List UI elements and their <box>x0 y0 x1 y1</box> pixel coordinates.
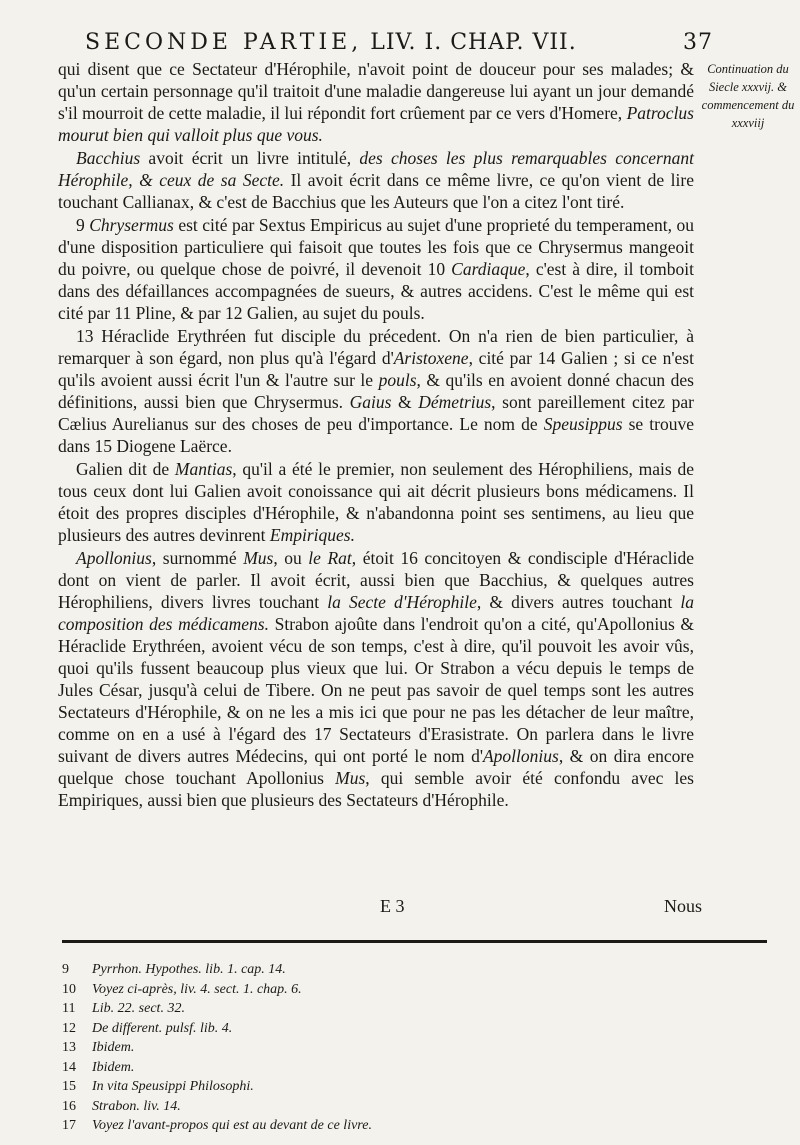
italic-run: Speusippus <box>543 414 623 434</box>
text-run: 13 Héraclide Erythréen fut disciple du précedent. On n'a rien de bien particulier, à remarquer à son égard, non plus qu'à l'égard d' <box>58 326 694 368</box>
text-run: 9 <box>76 215 90 235</box>
paragraph-1 <box>58 58 694 146</box>
text-run: , & qu'ils en avoient donné chacun des définitions, aussi bien que Chrysermus. <box>58 370 694 412</box>
italic-run: Mus <box>335 768 366 788</box>
text-run: avoit écrit un livre intitulé, <box>140 148 360 168</box>
text-run: , qu'il a été le premier, non seulement des Hérophiliens, mais de tous ceux dont lui Galien avoit conoissance qui ait décrit plusieurs bons médicamens. Il étoit des propres disciples d'Hérophile, & n'abandonna point ses sentimens, au lieu que plusieurs des autres devinrent <box>58 459 694 545</box>
text-run: Il avoit écrit dans ce même livre, ce qu'on vient de lire touchant Callianax, & c'est de Bacchius que les Auteurs que l'on a citez l'ont tiré. <box>58 170 694 212</box>
text-run: qui disent que ce Sectateur d'Hérophile, n'avoit point de douceur pour ses malades; & qu'un certain personnage qu'il traitoit d'une maladie dangereuse lui ayant un jour demandé s'il mourroit de cette maladie, il lui répondit fort crûement par ce vers d'Homere, <box>58 59 694 123</box>
italic-run: le Rat <box>308 548 352 568</box>
italic-run: la Secte d'Hérophile <box>327 592 477 612</box>
footnote: 17 Voyez l'avant-propos qui est au devant de ce livre. <box>62 1118 372 1133</box>
running-header <box>85 30 713 55</box>
paragraph-5 <box>58 458 694 546</box>
page-number: 37 <box>683 30 713 55</box>
text-run: , & divers autres touchant <box>476 592 681 612</box>
paragraph-3 <box>58 214 694 324</box>
footnote: 9 Pyrrhon. Hypothes. lib. 1. cap. 14. <box>62 962 286 977</box>
margin-note: Continuation du Siecle xxxvij. & commencement du xxxviij <box>701 62 795 130</box>
italic-run: Cardiaque <box>451 259 526 279</box>
italic-run: Apollonius <box>482 746 559 766</box>
italic-run: Empiriques. <box>269 525 355 545</box>
text-run: Galien dit de <box>76 459 175 479</box>
text-run: est cité par Sextus Empiricus au sujet d'une proprieté du temperament, ou d'une disposition particuliere qui faisoit que toutes les fois que ce Chrysermus mangeoit du poivre, ou quelque chose de poivré, il devenoit 10 <box>58 215 694 279</box>
header-part-title: SECONDE PARTIE, <box>85 30 363 55</box>
footnote: 11 Lib. 22. sect. 32. <box>62 1001 185 1016</box>
italic-run: Chrysermus <box>89 215 174 235</box>
paragraph-2 <box>58 147 694 213</box>
italic-run: Mantias <box>174 459 233 479</box>
text-run: , qui semble avoir été confondu avec les Empiriques, aussi bien que plusieurs des Sectateurs d'Hérophile. <box>58 768 694 810</box>
italic-run: Bacchius <box>76 148 141 168</box>
footnote: 10 Voyez ci-après, liv. 4. sect. 1. chap. 6. <box>62 981 302 997</box>
footnote-rule <box>62 940 767 943</box>
text-run: , cité par 14 Galien ; si ce n'est qu'ils avoient aussi écrit l'un & l'autre sur le <box>58 348 694 390</box>
italic-run: des choses les plus remarquables concernant Hérophile, & ceux de sa Secte. <box>58 148 694 190</box>
paragraph-6 <box>58 547 694 811</box>
catchword: Nous <box>664 896 703 916</box>
italic-run: Gaius <box>349 392 392 412</box>
signature-mark: E 3 <box>380 896 405 916</box>
italic-run: Aristoxene <box>393 348 469 368</box>
main-text <box>58 58 694 811</box>
footnote: 15 In vita Speusippi Philosophi. <box>62 1079 254 1094</box>
footnote: 12 De different. pulsf. lib. 4. <box>62 1020 233 1036</box>
paragraph-4 <box>58 325 694 457</box>
italic-run: pouls <box>378 370 417 390</box>
italic-run: la composition des médicamens. <box>58 592 694 634</box>
text-run: & <box>391 392 419 412</box>
footnote: 13 Ibidem. <box>62 1040 135 1055</box>
italic-run: Patroclus mourut bien qui valloit plus que vous. <box>58 103 694 145</box>
italic-run: Mus <box>243 548 274 568</box>
text-run: , surnommé <box>151 548 244 568</box>
footnote: 16 Strabon. liv. 14. <box>62 1098 181 1114</box>
italic-run: Démetrius <box>418 392 492 412</box>
text-run: , & on dira encore quelque chose touchant Apollonius <box>58 746 695 788</box>
footnote: 14 Ibidem. <box>62 1059 135 1075</box>
text-run: , c'est à dire, il tomboit dans des défaillances accompagnées de sueurs, & autres accidens. C'est le même qui est cité par 11 Pline, & par 12 Galien, au sujet du pouls. <box>58 259 695 323</box>
text-run: , ou <box>273 548 309 568</box>
text-run: , étoit 16 concitoyen & condisciple d'Héraclide dont on vient de parler. Il avoit écrit, aussi bien que Bacchius, & quelques autres Hérophiliens, divers livres touchant <box>58 548 695 612</box>
italic-run: Apollonius <box>76 548 152 568</box>
text-run: , sont pareillement citez par Cælius Aurelianus sur des choses de peu d'importance. Le nom de <box>58 392 694 434</box>
text-run: Strabon ajoûte dans l'endroit qu'on a cité, qu'Apollonius & Héraclide Erythréen, avoient vécu de son temps, c'est à dire, qu'il pouvoit les avoir vûs, quoi qu'ils fussent beaucoup plus vieux que lui. Or Strabon a vécu depuis le temps de Jules César, jusqu'à celui de Tibere. On ne peut pas savoir de quel temps sont les autres Sectateurs d'Hérophile, & on ne les a mis ici que pour ne pas les détacher de leur maître, comme on en a usé à l'égard des 17 Sectateurs d'Erasistrate. On parlera dans le livre suivant de divers autres Médecins, qui ont porté le nom d' <box>58 614 694 766</box>
footnotes <box>62 960 662 1136</box>
header-book-chapter: LIV. I. CHAP. VII. <box>370 30 577 55</box>
text-run: se trouve dans 15 Diogene Laërce. <box>58 414 694 456</box>
